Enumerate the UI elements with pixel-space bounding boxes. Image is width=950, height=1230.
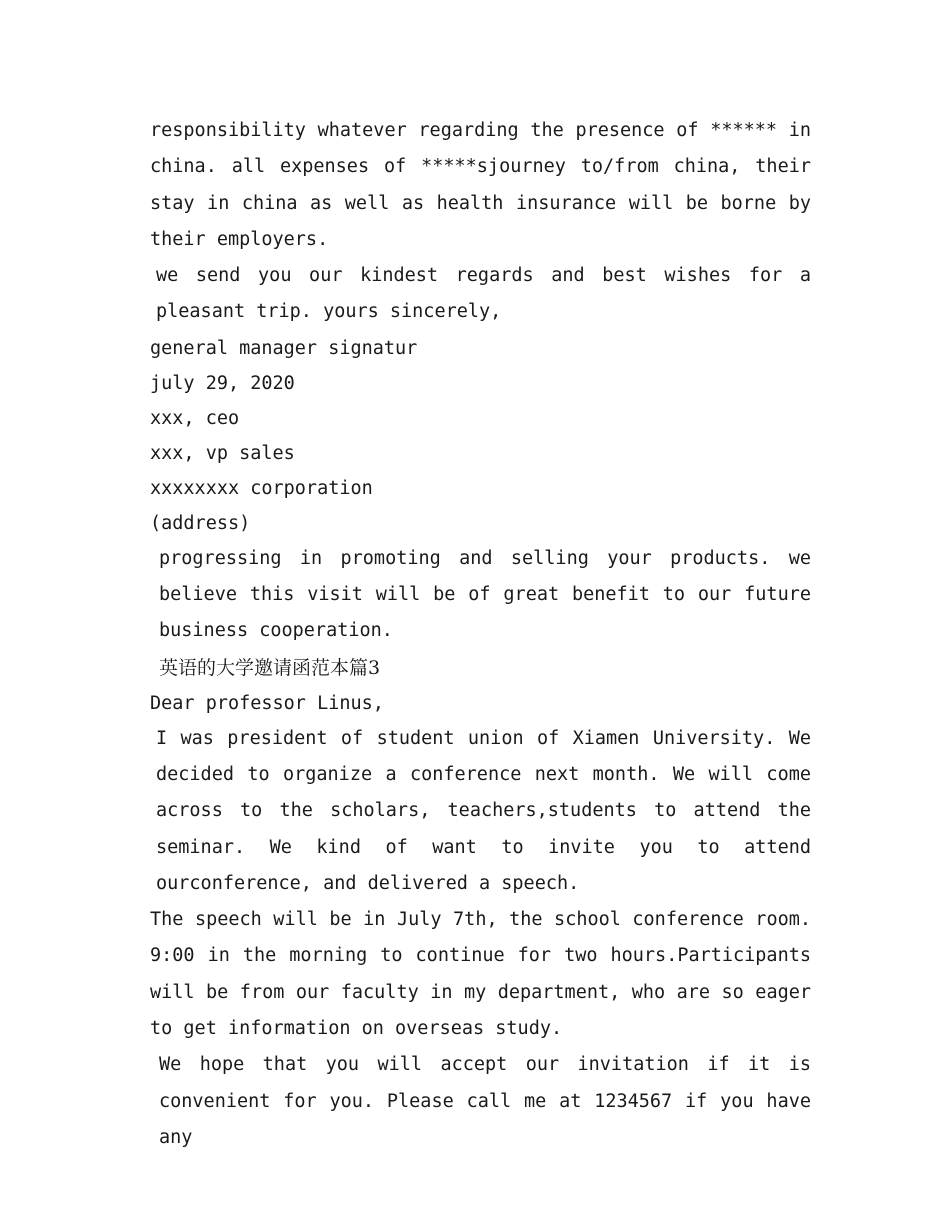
company-name: xxxxxxxx corporation [150, 477, 373, 499]
paragraph-closing: We hope that you will accept our invitation if it is convenient for you. Please call me at 1234567 if you have any [159, 1054, 811, 1148]
document-body [138, 113, 811, 1156]
paragraph-speech-details: The speech will be in July 7th, the school conference room. 9:00 in the morning to continue for two hours.Participants will be from our faculty in my department, who are so eager to get information on overseas study. [150, 909, 811, 1040]
section-heading: 英语的大学邀请函范本篇3 [159, 656, 381, 679]
paragraph-responsibility: responsibility whatever regarding the presence of ****** in china. all expenses of *****sjourney to/from china, their stay in china as well as health insurance will be borne by their employers. [150, 120, 811, 250]
signature-line: general manager signatur [150, 337, 418, 359]
salutation: Dear professor Linus, [150, 692, 384, 714]
company-address: (address) [150, 512, 251, 534]
paragraph-regards: we send you our kindest regards and best wishes for a pleasant trip. yours sincerely, [156, 265, 811, 323]
letter-date: july 29, 2020 [150, 372, 295, 394]
signer-vp-sales: xxx, vp sales [150, 442, 295, 464]
paragraph-invitation: I was president of student union of Xiamen University. We decided to organize a conference next month. We will come across to the scholars, teachers,students to attend the seminar. We kind of want to invite you to attend ourconference, and delivered a speech. [156, 727, 811, 894]
signer-ceo: xxx, ceo [150, 407, 240, 429]
paragraph-progressing: progressing in promoting and selling your products. we believe this visit will be of great benefit to our future business cooperation. [159, 547, 811, 642]
